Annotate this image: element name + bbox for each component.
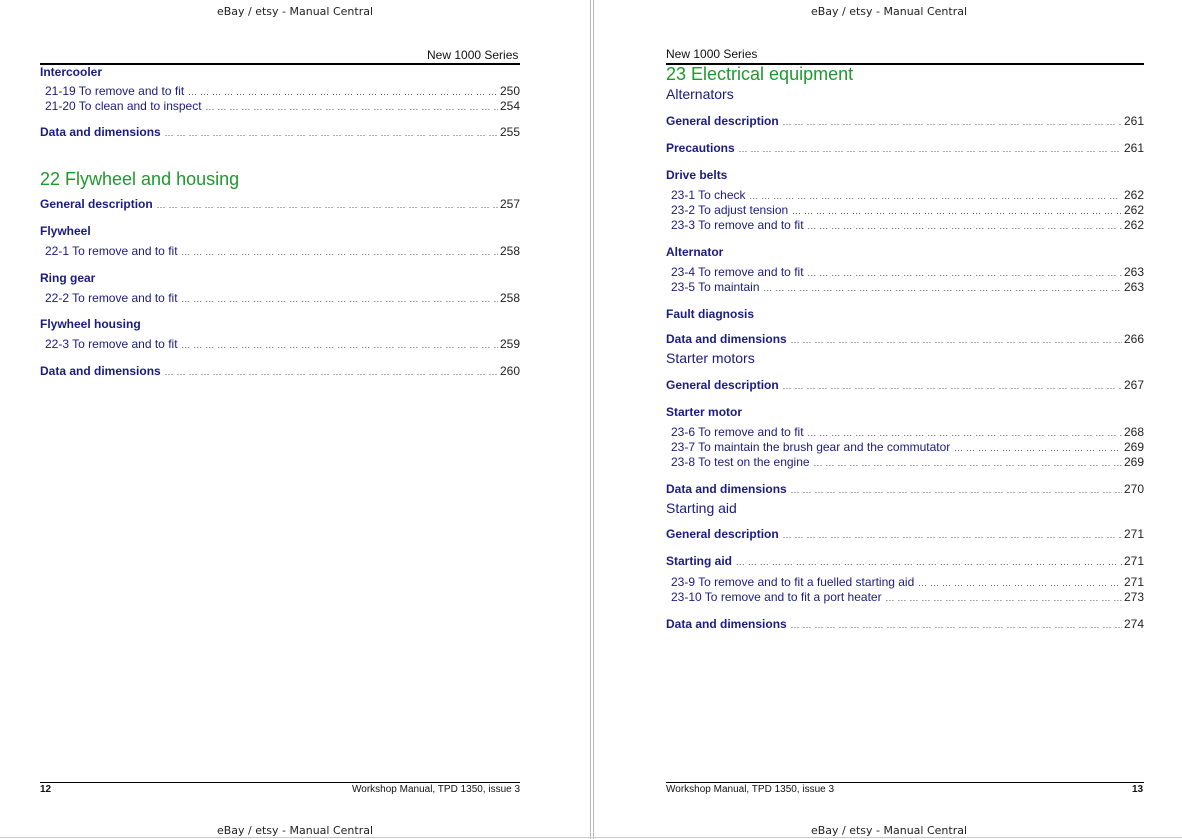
subchapter-starter-motors[interactable]: Starter motors [666,350,755,366]
running-head: New 1000 Series [666,47,758,61]
toc-entry[interactable]: 23-7 To maintain the brush gear and the commutator ... . 269 [666,440,1144,455]
toc-entry[interactable]: 22-2 To remove and to fit ... . 258 [40,291,520,306]
watermark-bottom: eBay / etsy - Manual Central [216,824,374,837]
subchapter-alternators[interactable]: Alternators [666,86,734,102]
dot-leader [792,204,1122,218]
running-head: New 1000 Series [427,48,519,62]
page-divider [590,0,591,839]
dot-leader [739,142,1122,156]
toc-heading-starter-motor: Starter motor [666,405,743,419]
dot-leader [808,426,1122,440]
toc-entry-starting-aid[interactable]: Starting aid ... . 271 [666,554,1144,569]
page-number: 12 [40,784,52,795]
watermark-bottom: eBay / etsy - Manual Central [810,824,968,837]
toc-entry[interactable]: 23-9 To remove and to fit a fuelled starting aid ... . 271 [666,575,1144,590]
toc-entry[interactable]: 21-19 To remove and to fit ... . 250 [40,84,520,99]
toc-entry[interactable]: 22-3 To remove and to fit ... . 259 [40,337,520,352]
dot-leader [886,591,1122,605]
subchapter-starting-aid[interactable]: Starting aid [666,500,737,516]
toc-entry[interactable]: 21-20 To clean and to inspect ... . 254 [40,99,520,114]
footer-rule [40,782,520,783]
page-number: 13 [1132,784,1144,795]
left-page [0,0,590,839]
footer-text: Workshop Manual, TPD 1350, issue 3 [666,784,835,795]
toc-entry-general-description[interactable]: General description ... . 271 [666,527,1144,542]
dot-leader [165,126,498,140]
footer-text: Workshop Manual, TPD 1350, issue 3 [352,784,521,795]
toc-entry-precautions[interactable]: Precautions ... . 261 [666,141,1144,156]
toc-left [40,65,520,379]
toc-heading-flywheel-housing: Flywheel housing [40,317,141,331]
toc-heading-ring-gear: Ring gear [40,271,96,285]
dot-leader [182,338,498,352]
toc-entry[interactable]: 23-2 To adjust tension ... . 262 [666,203,1144,218]
toc-entry-general-description[interactable]: General description ... . 267 [666,378,1144,393]
toc-heading-fault-diagnosis[interactable]: Fault diagnosis [666,307,755,321]
watermark-top: eBay / etsy - Manual Central [810,5,968,18]
right-page [596,0,1182,839]
toc-entry[interactable]: 23-1 To check ... . 262 [666,188,1144,203]
dot-leader [750,189,1122,203]
toc-heading-flywheel: Flywheel [40,224,91,238]
dot-leader [814,456,1122,470]
dot-leader [783,115,1122,129]
dot-leader [188,85,498,99]
dot-leader [157,198,498,212]
toc-entry-data-dimensions[interactable]: Data and dimensions ... . 255 [40,125,520,140]
dot-leader [791,333,1122,347]
toc-entry[interactable]: 23-8 To test on the engine ... . 269 [666,455,1144,470]
toc-entry[interactable]: 23-6 To remove and to fit ... . 268 [666,425,1144,440]
dot-leader [918,576,1122,590]
dot-leader [165,365,498,379]
dot-leader [182,292,498,306]
toc-entry-general-description[interactable]: General description ... . 257 [40,197,520,212]
dot-leader [808,266,1122,280]
toc-entry-general-description[interactable]: General description ... . 261 [666,114,1144,129]
footer-rule [666,782,1144,783]
dot-leader [206,100,498,114]
dot-leader [764,281,1122,295]
toc-entry[interactable]: 23-5 To maintain ... . 263 [666,280,1144,295]
toc-entry-data-dimensions[interactable]: Data and dimensions ... . 260 [40,364,520,379]
toc-right [666,63,1144,632]
chapter-title-22[interactable]: 22 Flywheel and housing [40,169,240,189]
toc-entry-data-dimensions[interactable]: Data and dimensions ... . 274 [666,617,1144,632]
toc-entry-data-dimensions[interactable]: Data and dimensions ... . 266 [666,332,1144,347]
watermark-top: eBay / etsy - Manual Central [216,5,374,18]
toc-entry[interactable]: 22-1 To remove and to fit ... . 258 [40,244,520,259]
toc-heading-intercooler: Intercooler [40,65,103,79]
toc-heading-alternator: Alternator [666,245,724,259]
dot-leader [182,245,498,259]
chapter-title-23[interactable]: 23 Electrical equipment [666,64,854,84]
dot-leader [783,379,1122,393]
dot-leader [954,441,1122,455]
dot-leader [736,555,1122,569]
dot-leader [783,528,1122,542]
toc-heading-drive-belts: Drive belts [666,168,728,182]
page-divider [593,0,594,839]
toc-entry[interactable]: 23-3 To remove and to fit ... . 262 [666,218,1144,233]
viewer-bottom-edge [0,837,1182,838]
toc-entry[interactable]: 23-10 To remove and to fit a port heater ... . 273 [666,590,1144,605]
toc-entry[interactable]: 23-4 To remove and to fit ... . 263 [666,265,1144,280]
toc-entry-data-dimensions[interactable]: Data and dimensions ... . 270 [666,482,1144,497]
dot-leader [791,618,1122,632]
dot-leader [791,483,1122,497]
dot-leader [808,219,1122,233]
